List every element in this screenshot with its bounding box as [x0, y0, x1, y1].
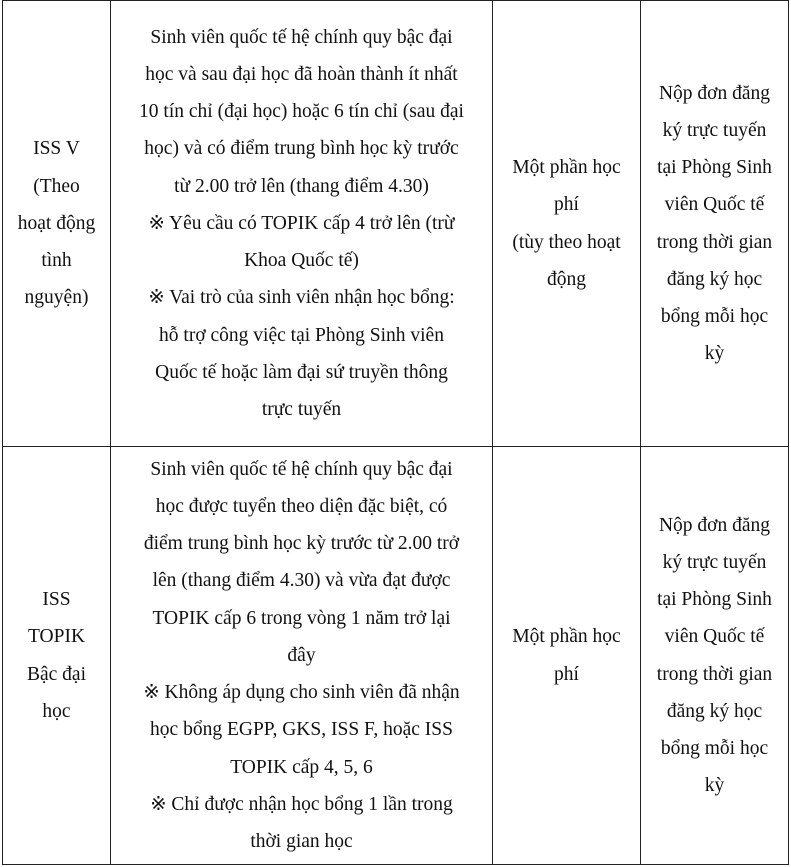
eligibility-cell [111, 447, 493, 865]
cell-line: trong thời gian [656, 231, 773, 253]
cell-line: TOPIK [27, 626, 86, 648]
cell-line: lên (thang điểm 4.30) và vừa đạt được [152, 570, 451, 592]
cell-line: bổng mỗi học [660, 305, 769, 327]
cell-line: học bổng EGPP, GKS, ISS F, hoặc ISS [150, 719, 453, 741]
cell-line: kỳ [704, 775, 725, 797]
cell-line: phí [554, 194, 579, 216]
cell-line: đăng ký học [666, 700, 763, 722]
scholarship-table [2, 0, 789, 865]
cell-line: trực tuyến [261, 398, 342, 420]
cell-line: Quốc tế hoặc làm đại sứ truyền thông [155, 361, 448, 383]
cell-line: Một phần học [512, 157, 621, 179]
cell-line: Bậc đại [26, 663, 86, 685]
cell-line: từ 2.00 trở lên (thang điểm 4.30) [174, 175, 429, 197]
cell-line: phí [554, 663, 579, 685]
cell-line: viên Quốc tế [664, 626, 765, 648]
cell-line: tình [41, 250, 72, 272]
cell-line: học [42, 700, 71, 722]
cell-line: TOPIK cấp 4, 5, 6 [230, 756, 373, 778]
cell-line: ký trực tuyến [662, 119, 767, 141]
cell-line: hỗ trợ công việc tại Phòng Sinh viên [159, 324, 444, 346]
cell-line: Khoa Quốc tế) [244, 250, 359, 272]
cell-line: ※ Vai trò của sinh viên nhận học bổng: [148, 287, 455, 309]
cell-line: trong thời gian [656, 663, 773, 685]
application-cell [641, 447, 789, 865]
cell-line: hoạt động [17, 212, 96, 234]
cell-line: động [547, 268, 586, 290]
cell-line: Nộp đơn đăng [658, 514, 771, 536]
cell-line: học và sau đại học đã hoàn thành ít nhất [145, 64, 458, 86]
cell-line: điểm trung bình học kỳ trước từ 2.00 trở [143, 533, 460, 555]
cell-line: thời gian học [250, 830, 353, 852]
cell-line: đây [287, 644, 316, 666]
cell-line: (tùy theo hoạt [512, 231, 621, 253]
cell-line: tại Phòng Sinh [657, 157, 772, 179]
cell-line: ký trực tuyến [662, 551, 767, 573]
cell-line: ※ Yêu cầu có TOPIK cấp 4 trở lên (trừ [148, 212, 455, 234]
cell-line: ※ Chỉ được nhận học bổng 1 lần trong [150, 793, 453, 815]
cell-line: Nộp đơn đăng [658, 82, 771, 104]
cell-line: ※ Không áp dụng cho sinh viên đã nhận [143, 682, 460, 704]
table-row [3, 1, 789, 447]
benefit-cell [493, 447, 641, 865]
application-cell [641, 1, 789, 447]
cell-line: học) và có điểm trung bình học kỳ trước [144, 138, 459, 160]
cell-line: Một phần học [512, 626, 621, 648]
table-row [3, 447, 789, 865]
cell-line: (Theo [33, 175, 80, 197]
benefit-cell [493, 1, 641, 447]
cell-line: Sinh viên quốc tế hệ chính quy bậc đại [150, 458, 453, 480]
scholarship-name-cell [3, 447, 111, 865]
cell-line: viên Quốc tế [664, 194, 765, 216]
cell-line: ISS [42, 589, 71, 611]
cell-line: đăng ký học [666, 268, 763, 290]
cell-line: học được tuyển theo diện đặc biệt, có [155, 496, 448, 518]
cell-line: TOPIK cấp 6 trong vòng 1 năm trở lại [152, 607, 451, 629]
cell-line: Sinh viên quốc tế hệ chính quy bậc đại [150, 26, 453, 48]
cell-line: kỳ [704, 343, 725, 365]
cell-line: bổng mỗi học [660, 737, 769, 759]
cell-line: ISS V [33, 138, 80, 160]
cell-line: 10 tín chỉ (đại học) hoặc 6 tín chỉ (sau đại [139, 101, 464, 123]
cell-line: nguyện) [24, 287, 89, 309]
cell-line: tại Phòng Sinh [657, 589, 772, 611]
scholarship-name-cell [3, 1, 111, 447]
eligibility-cell [111, 1, 493, 447]
